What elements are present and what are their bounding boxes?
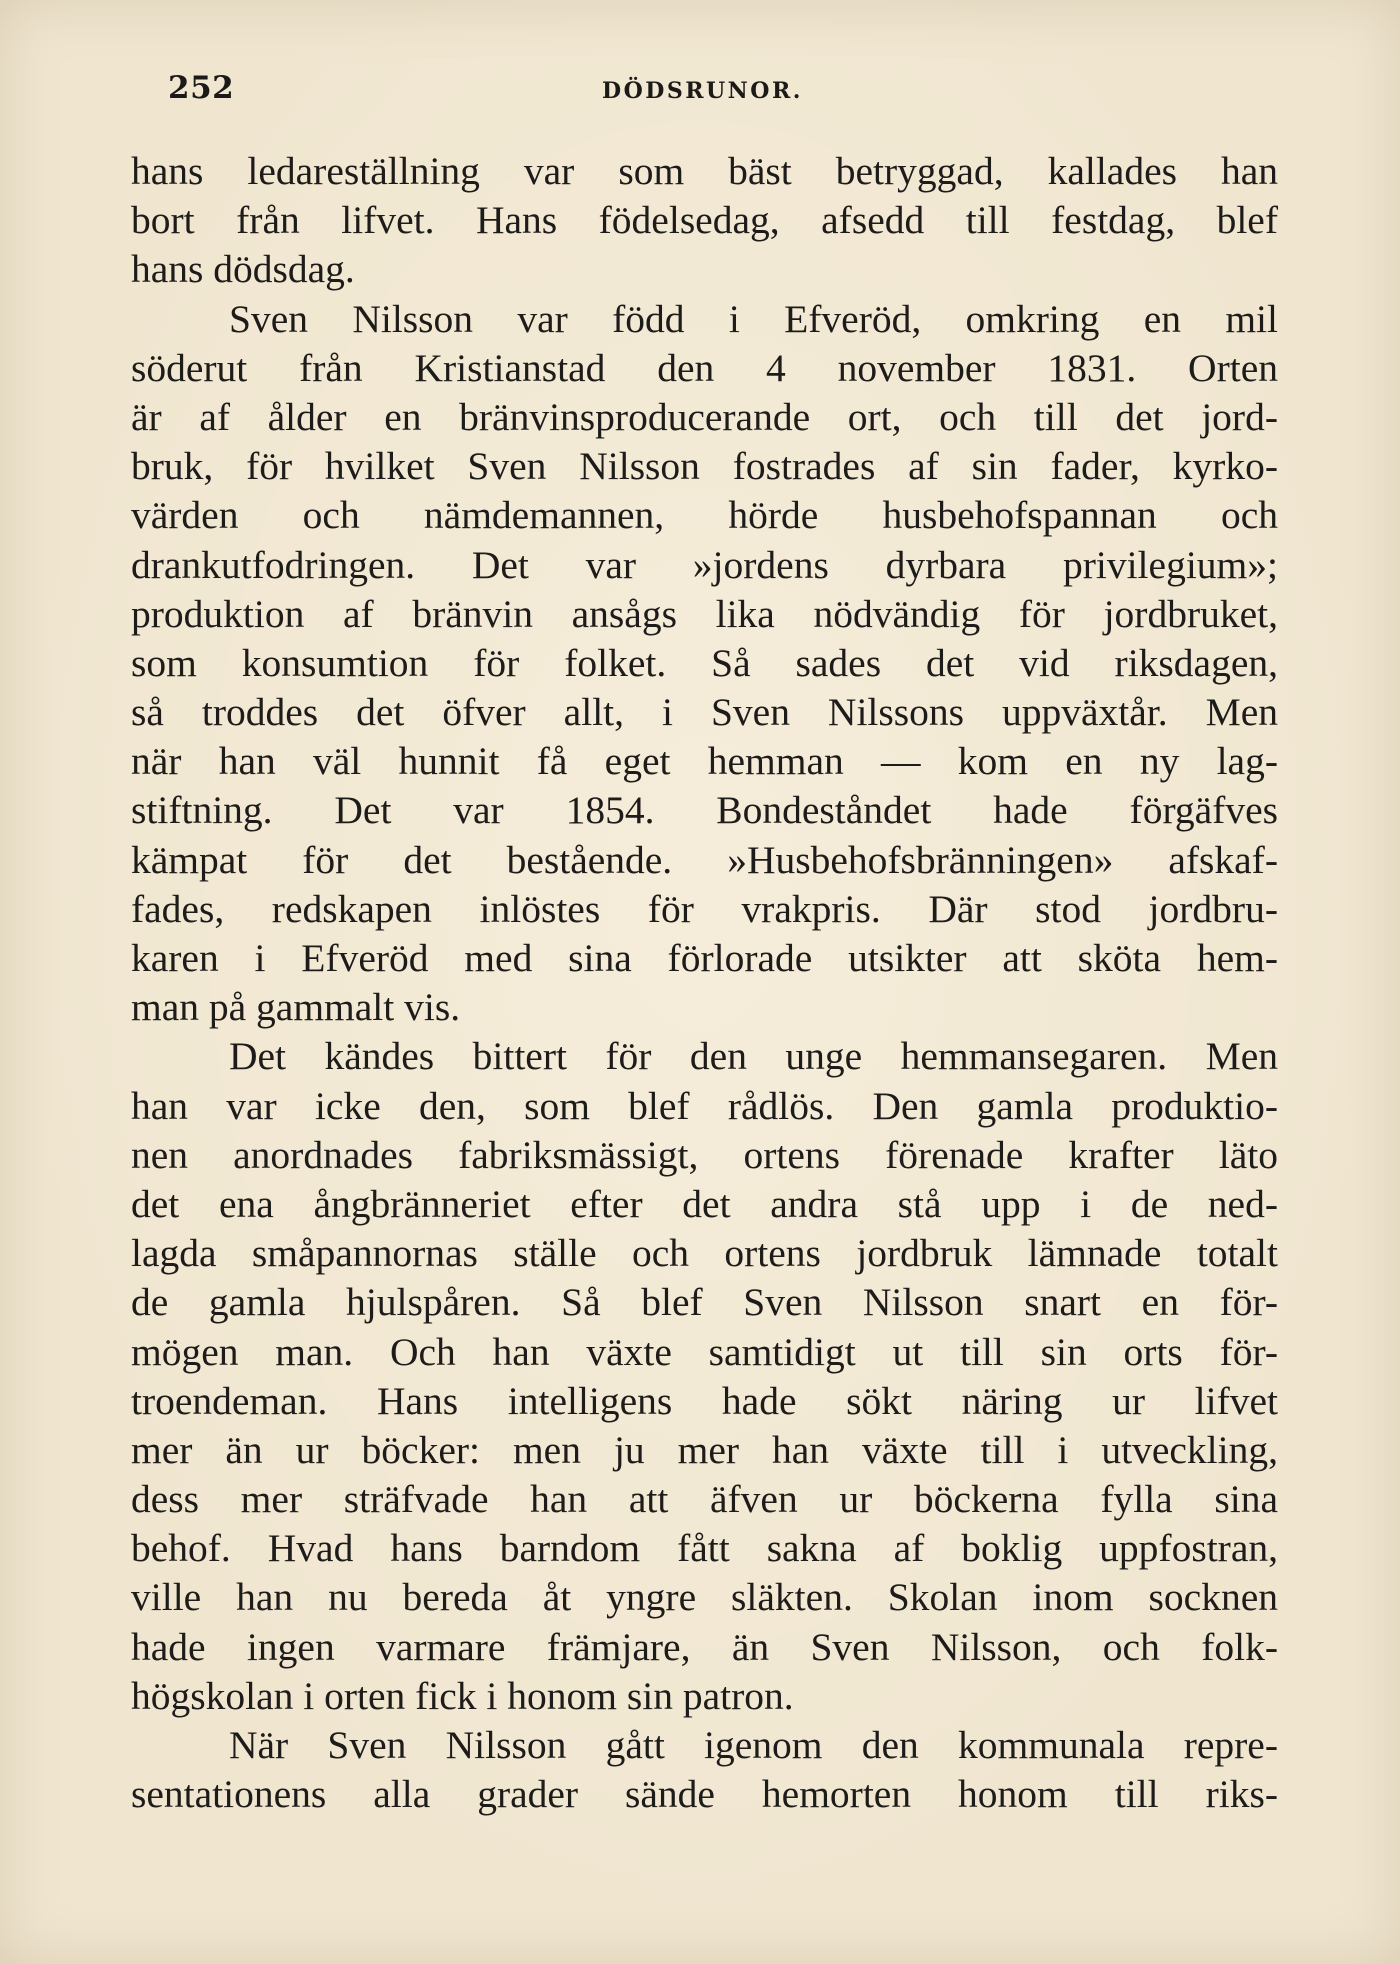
text-line: hade ingen varmare främjare, än Sven Nilsson, och folk-	[131, 1624, 1278, 1669]
text-line: lagda småpannornas ställe och ortens jordbruk lämnade totalt	[131, 1231, 1278, 1276]
text-line: de gamla hjulspåren. Så blef Sven Nilsson snart en för-	[131, 1280, 1278, 1325]
text-line: är af ålder en bränvinsproducerande ort, och till det jord-	[131, 394, 1278, 439]
text-line: mögen man. Och han växte samtidigt ut till sin orts för-	[131, 1329, 1278, 1374]
body-text	[131, 147, 1278, 1819]
text-line: mer än ur böcker: men ju mer han växte till i utveckling,	[131, 1427, 1278, 1472]
text-line: nen anordnades fabriksmässigt, ortens förenade krafter läto	[131, 1132, 1278, 1177]
text-line: dess mer sträfvade han att äfven ur böckerna fylla sina	[131, 1477, 1278, 1522]
text-line: När Sven Nilsson gått igenom den kommunala repre-	[229, 1723, 1278, 1767]
text-line: man på gammalt vis.	[131, 985, 461, 1030]
text-line: hans ledareställning var som bäst betryggad, kallades han	[131, 149, 1278, 193]
text-line: han var icke den, som blef rådlös. Den gamla produktio-	[131, 1083, 1278, 1128]
running-head	[132, 70, 1277, 120]
text-line: produktion af bränvin ansågs lika nödvändig för jordbruket,	[131, 591, 1278, 636]
text-line: Det kändes bittert för den unge hemmansegaren. Men	[229, 1034, 1278, 1079]
text-line: karen i Efveröd med sina förlorade utsikter att sköta hem-	[131, 936, 1278, 980]
page-number: 252	[168, 70, 235, 106]
text-line: stiftning. Det var 1854. Bondeståndet hade förgäfves	[131, 788, 1278, 833]
text-line: Sven Nilsson var född i Efveröd, omkring en mil	[229, 296, 1278, 341]
text-line: som konsumtion för folket. Så sades det vid riksdagen,	[131, 640, 1278, 685]
text-line: troendeman. Hans intelligens hade sökt näring ur lifvet	[131, 1378, 1278, 1423]
text-line: det ena ångbränneriet efter det andra stå upp i de ned-	[131, 1181, 1278, 1226]
text-line: sentationens alla grader sände hemorten honom till riks-	[131, 1772, 1278, 1817]
text-line: så troddes det öfver allt, i Sven Nilssons uppväxtår. Men	[131, 690, 1278, 735]
text-line: bort från lifvet. Hans födelsedag, afsedd till festdag, blef	[131, 198, 1278, 243]
text-line: bruk, för hvilket Sven Nilsson fostrades af sin fader, kyrko-	[131, 444, 1278, 489]
text-line: drankutfodringen. Det var »jordens dyrbara privilegium»;	[131, 542, 1278, 587]
running-title: DÖDSRUNOR.	[602, 78, 803, 104]
text-line: ville han nu bereda åt yngre släkten. Skolan inom socknen	[131, 1575, 1278, 1620]
text-line: hans dödsdag.	[131, 247, 355, 292]
text-line: när han väl hunnit få eget hemman — kom en ny lag-	[131, 739, 1278, 784]
text-line: söderut från Kristianstad den 4 november 1831. Orten	[131, 345, 1278, 390]
text-line: värden och nämdemannen, hörde husbehofspannan och	[131, 493, 1278, 538]
text-line: högskolan i orten fick i honom sin patron.	[131, 1673, 794, 1718]
text-line: behof. Hvad hans barndom fått sakna af boklig uppfostran,	[131, 1526, 1278, 1571]
text-line: fades, redskapen inlöstes för vrakpris. Där stod jordbru-	[131, 886, 1278, 931]
text-line: kämpat för det bestående. »Husbehofsbränningen» afskaf-	[131, 837, 1278, 882]
